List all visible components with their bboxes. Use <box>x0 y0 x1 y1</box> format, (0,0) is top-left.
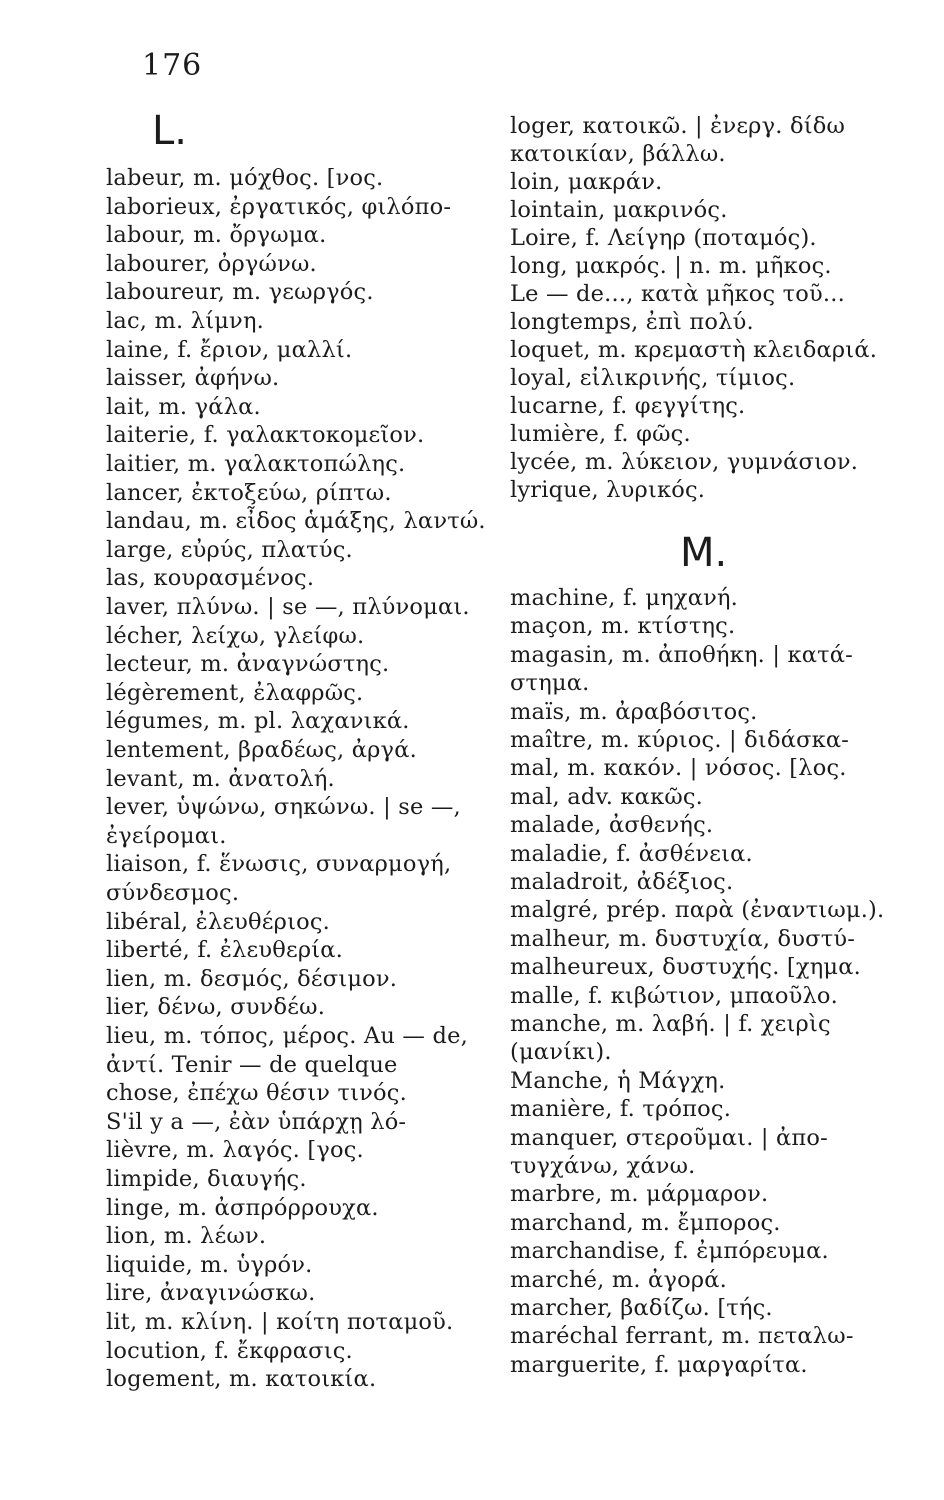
page-number: 176 <box>142 48 203 83</box>
entry-line: laiterie, f. γαλακτοκομεῖον. <box>106 422 425 449</box>
entry-line: loin, μακράν. <box>510 169 663 195</box>
entry-line: maréchal ferrant, m. πεταλω- <box>510 1323 854 1350</box>
entry-line: ἐγείρομαι. <box>106 822 227 849</box>
entry-line: large, εὐρύς, πλατύς. <box>106 536 353 563</box>
entry-line: lentement, βραδέως, ἀργά. <box>106 737 417 763</box>
entry-line: maïs, m. ἀραβόσιτος. <box>510 698 758 725</box>
entry-line: mal, m. κακόν. | νόσος. [λος. <box>510 755 847 782</box>
entry-line: landau, m. εἶδος ἁμάξης, λαντώ. <box>106 508 486 535</box>
entry-line: légumes, m. pl. λαχανικά. <box>106 708 410 735</box>
section-heading-l: L. <box>152 108 187 154</box>
entry-line: lointain, μακρινός. <box>510 197 728 223</box>
entry-line: marcher, βαδίζω. [τής. <box>510 1295 773 1321</box>
entry-line: lion, m. λέων. <box>106 1223 267 1250</box>
entry-line: maladroit, ἀδέξιος. <box>510 869 734 895</box>
entry-line: liquide, m. ὑγρόν. <box>106 1251 313 1278</box>
entry-line: lièvre, m. λαγός. [γος. <box>106 1137 364 1164</box>
entry-line: marchand, m. ἔμπορος. <box>510 1209 781 1236</box>
entry-line: marché, m. ἀγορά. <box>510 1266 728 1293</box>
entry-line: Manche, ἡ Μάγχη. <box>510 1067 726 1094</box>
entry-line: marchandise, f. ἐμπόρευμα. <box>510 1238 829 1265</box>
entry-line: στημα. <box>510 670 590 697</box>
entry-line: labourer, ὀργώνω. <box>106 250 317 277</box>
entry-line: σύνδεσμος. <box>106 880 240 906</box>
entry-line: Loire, f. Λείγηρ (ποταμός). <box>510 225 817 251</box>
entry-line: laboureur, m. γεωργός. <box>106 279 374 306</box>
entry-line: lire, ἀναγινώσκω. <box>106 1280 316 1307</box>
entry-line: S'il y a —, ἐὰν ὑπάρχῃ λό- <box>106 1108 407 1135</box>
entry-line: machine, f. μηχανή. <box>510 585 739 611</box>
entry-line: lucarne, f. φεγγίτης. <box>510 393 746 419</box>
entry-line: laitier, m. γαλακτοπώλης. <box>106 451 406 477</box>
entry-line: laine, f. ἔριον, μαλλί. <box>106 336 353 363</box>
entry-line: laisser, ἀφήνω. <box>106 365 280 392</box>
entry-line: libéral, ἐλευθέριος. <box>106 908 331 935</box>
section-heading-m: M. <box>680 530 728 576</box>
entry-line: magasin, m. ἀποθήκη. | κατά- <box>510 641 853 668</box>
entry-line: laborieux, ἐργατικός, φιλόπο- <box>106 193 452 220</box>
entry-line: marbre, m. μάρμαρον. <box>510 1181 769 1208</box>
entry-line: lien, m. δεσμός, δέσιμον. <box>106 965 398 992</box>
entry-line: lumière, f. φῶς. <box>510 421 691 447</box>
entry-line: labeur, m. μόχθος. [νος. <box>106 165 384 191</box>
entry-line: maçon, m. κτίστης. <box>510 613 736 640</box>
entry-line: (μανίκι). <box>510 1039 612 1066</box>
entry-line: manche, m. λαβή. | f. χειρὶς <box>510 1011 831 1037</box>
entry-line: loquet, m. κρεμαστὴ κλειδαριά. <box>510 337 878 363</box>
entry-line: las, κουρασμένος. <box>106 565 315 592</box>
entry-line: locution, f. ἔκφρασις. <box>106 1337 353 1364</box>
entry-line: ἀντί. Tenir — de quelque <box>106 1051 398 1078</box>
entry-line: chose, ἐπέχω θέσιν τινός. <box>106 1080 407 1107</box>
entry-line: liberté, f. ἐλευθερία. <box>106 937 344 964</box>
entry-line: κατοικίαν, βάλλω. <box>510 141 726 167</box>
entry-line: levant, m. ἀνατολή. <box>106 765 335 792</box>
entry-line: manière, f. τρόπος. <box>510 1096 732 1123</box>
entry-line: laver, πλύνω. | se —, πλύνομαι. <box>106 594 470 620</box>
entry-line: lécher, λείχω, γλείφω. <box>106 622 365 649</box>
entry-line: marguerite, f. μαργαρίτα. <box>510 1351 808 1378</box>
entry-line: loger, κατοικῶ. | ἐνεργ. δίδω <box>510 113 846 139</box>
entry-line: lyrique, λυρικός. <box>510 477 706 503</box>
entry-line: maladie, f. ἀσθένεια. <box>510 840 753 867</box>
entry-line: τυγχάνω, χάνω. <box>510 1153 696 1179</box>
entry-line: malade, ἀσθενής. <box>510 812 714 839</box>
entry-line: lancer, ἐκτοξεύω, ρίπτω. <box>106 479 392 506</box>
entry-line: lier, δένω, συνδέω. <box>106 994 326 1021</box>
entry-line: malheureux, δυστυχής. [χημα. <box>510 954 861 981</box>
entry-line: lait, m. γάλα. <box>106 393 261 420</box>
entry-line: malheur, m. δυστυχία, δυστύ- <box>510 925 856 952</box>
entry-line: malgré, prép. παρὰ (ἐναντιωμ.). <box>510 897 885 924</box>
entry-line: Le — de..., κατὰ μῆκος τοῦ... <box>510 281 845 307</box>
entry-line: lecteur, m. ἀναγνώστης. <box>106 651 390 678</box>
entry-line: liaison, f. ἕνωσις, συναρμογή, <box>106 851 452 878</box>
entry-line: limpide, διαυγής. <box>106 1166 307 1192</box>
entry-line: longtemps, ἐπὶ πολύ. <box>510 309 754 335</box>
entry-line: linge, m. ἀσπρόρρουχα. <box>106 1194 379 1221</box>
entry-line: mal, adv. κακῶς. <box>510 783 704 810</box>
entry-line: lycée, m. λύκειον, γυμνάσιον. <box>510 449 859 475</box>
entry-line: logement, m. κατοικία. <box>106 1366 377 1393</box>
entry-line: lever, ὑψώνω, σηκώνω. | se —, <box>106 794 461 821</box>
entry-line: labour, m. ὄργωμα. <box>106 222 327 249</box>
entry-line: lit, m. κλίνη. | κοίτη ποταμοῦ. <box>106 1309 454 1335</box>
entry-line: manquer, στεροῦμαι. | ἀπο- <box>510 1124 828 1151</box>
entry-line: lac, m. λίμνη. <box>106 308 264 334</box>
entry-line: long, μακρός. | n. m. μῆκος. <box>510 253 832 279</box>
entry-line: légèrement, ἐλαφρῶς. <box>106 679 364 706</box>
entry-line: malle, f. κιβώτιον, μπαοῦλο. <box>510 982 839 1009</box>
entry-line: loyal, εἰλικρινής, τίμιος. <box>510 365 796 391</box>
entry-line: maître, m. κύριος. | διδάσκα- <box>510 727 850 753</box>
entry-line: lieu, m. τόπος, μέρος. Au — de, <box>106 1023 468 1049</box>
